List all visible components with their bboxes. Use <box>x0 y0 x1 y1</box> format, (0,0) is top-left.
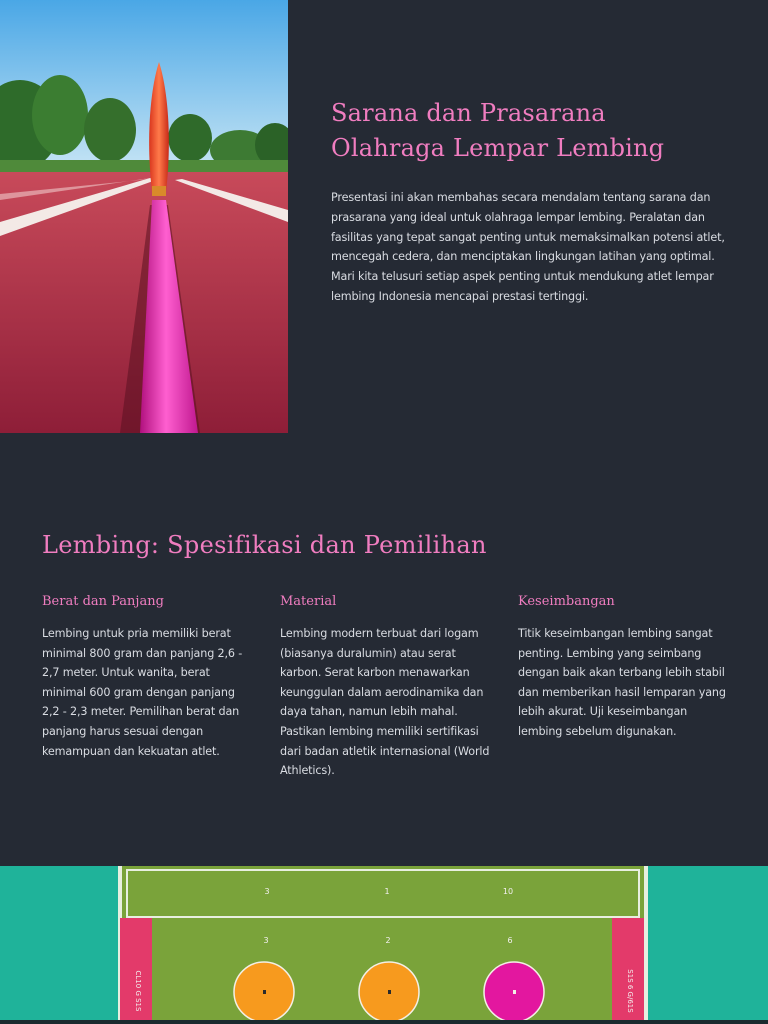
spec-heading-material: Material <box>280 594 337 609</box>
spec-text-weight-length: Lembing untuk pria memiliki berat minimal 800 gram dan panjang 2,6 - 2,7 meter. Untuk wanita, berat minimal 600 gram dengan panjang 2,2 - 2,3 meter. Pemilihan berat dan panjang harus sesuai dengan kemampuan dan kekuatan atlet. <box>42 627 243 758</box>
field-marker-mid-1: 3 <box>263 936 269 945</box>
page-title <box>331 96 731 166</box>
spec-column-weight-length <box>42 592 252 761</box>
spec-section-title: Lembing: Spesifikasi dan Pemilihan <box>42 531 487 559</box>
field-marker-mid-2: 2 <box>385 936 391 945</box>
javelin-track-image <box>0 0 288 433</box>
field-marker-mid-3: 6 <box>507 936 513 945</box>
spec-heading-weight-length: Berat dan Panjang <box>42 594 164 609</box>
spec-heading-balance: Keseimbangan <box>518 594 615 609</box>
spec-column-material <box>280 592 490 781</box>
spec-text-balance: Titik keseimbangan lembing sangat penting. Lembing yang seimbang dengan baik akan terbang lebih stabil dan memberikan hasil lemparan yang lebih akurat. Uji keseimbangan lembing sebelum digunakan. <box>518 627 726 738</box>
field-aerial-image <box>0 866 768 1024</box>
hero-section <box>331 96 731 307</box>
field-side-label-right: S1S 6 G/61S <box>626 969 634 1013</box>
field-marker-top-2: 1 <box>384 887 390 896</box>
spec-text-material: Lembing modern terbuat dari logam (biasanya duralumin) atau serat karbon. Serat karbon menawarkan keunggulan dalam aerodinamika dan daya tahan, namun lebih mahal. Pastikan lembing memiliki sertifikasi dari badan atletik internasional (World Athletics). <box>280 627 490 778</box>
page-title-line-1: Sarana dan Prasarana <box>331 99 606 127</box>
field-marker-top-3: 10 <box>502 887 514 896</box>
hero-description: Presentasi ini akan membahas secara mendalam tentang sarana dan prasarana yang ideal untuk olahraga lempar lembing. Peralatan dan fasilitas yang tepat sangat penting untuk memaksimalkan potensi atlet, mencegah cedera, dan menciptakan lingkungan latihan yang optimal. Mari kita telusuri setiap aspek penting untuk mendukung atlet lempar lembing Indonesia mencapai prestasi tertinggi. <box>331 191 725 303</box>
field-side-label-left: CL10 G S1S <box>134 970 142 1012</box>
spec-column-balance <box>518 592 728 742</box>
page-title-line-2: Olahraga Lempar Lembing <box>331 134 665 162</box>
field-marker-top-1: 3 <box>264 887 270 896</box>
